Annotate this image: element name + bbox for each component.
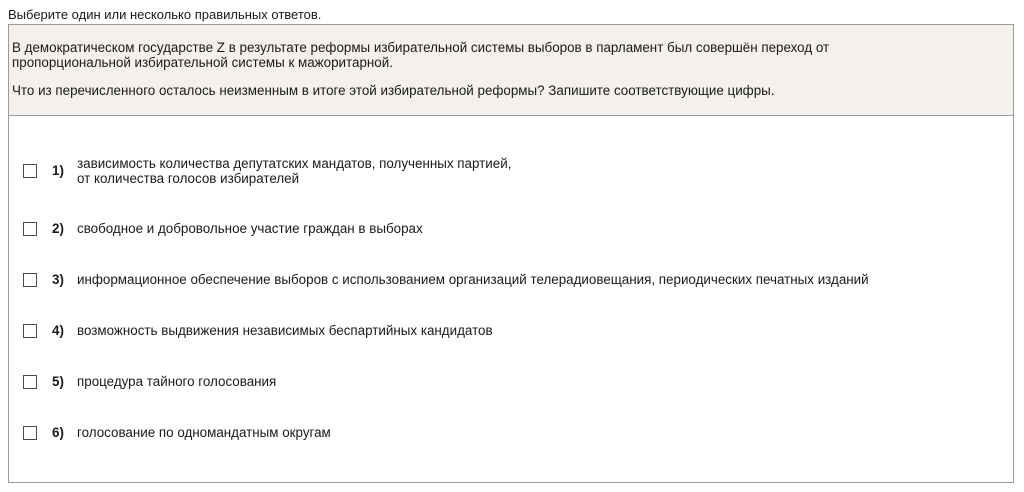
answer-text-1-line-2: от количества голосов избирателей	[77, 171, 300, 186]
answer-number-1: 1)	[52, 163, 64, 178]
answer-text-6: голосование по одномандатным округам	[77, 425, 331, 440]
answer-option-4[interactable]	[9, 316, 1013, 346]
answer-option-1[interactable]	[9, 154, 1013, 188]
question-paragraph-1-line-2: пропорциональной избирательной системы к мажоритарной.	[12, 55, 393, 70]
answer-option-6[interactable]	[9, 418, 1013, 448]
answer-checkbox-1[interactable]	[23, 164, 37, 178]
answer-checkbox-4[interactable]	[23, 324, 37, 338]
question-paragraph-1	[12, 40, 1005, 70]
answer-checkbox-2[interactable]	[23, 222, 37, 236]
instruction-text: Выберите один или несколько правильных ответов.	[8, 7, 322, 22]
answer-option-3[interactable]	[9, 265, 1013, 295]
answer-checkbox-5[interactable]	[23, 375, 37, 389]
task-container	[8, 24, 1014, 483]
answer-number-3: 3)	[52, 272, 64, 287]
answer-text-3: информационное обеспечение выборов с использованием организаций телерадиовещания, периодических печатных изданий	[77, 272, 869, 287]
answer-checkbox-6[interactable]	[23, 426, 37, 440]
answer-text-4: возможность выдвижения независимых беспартийных кандидатов	[77, 323, 493, 338]
answer-number-4: 4)	[52, 323, 64, 338]
answer-number-2: 2)	[52, 221, 64, 236]
answer-option-5[interactable]	[9, 367, 1013, 397]
question-panel	[9, 25, 1013, 116]
answer-number-5: 5)	[52, 374, 64, 389]
answer-text-5: процедура тайного голосования	[77, 374, 277, 389]
answer-number-6: 6)	[52, 425, 64, 440]
answer-text-1	[77, 156, 511, 186]
answer-option-2[interactable]	[9, 214, 1013, 244]
answer-text-1-line-1: зависимость количества депутатских мандатов, полученных партией,	[77, 156, 512, 171]
question-paragraph-2: Что из перечисленного осталось неизменным в итоге этой избирательной реформы? Запишите соответствующие цифры.	[12, 83, 775, 98]
question-paragraph-1-line-1: В демократическом государстве Z в результате реформы избирательной системы выборов в парламент был совершён переход от	[12, 40, 830, 55]
answer-checkbox-3[interactable]	[23, 273, 37, 287]
answer-text-2: свободное и добровольное участие граждан в выборах	[77, 221, 423, 236]
